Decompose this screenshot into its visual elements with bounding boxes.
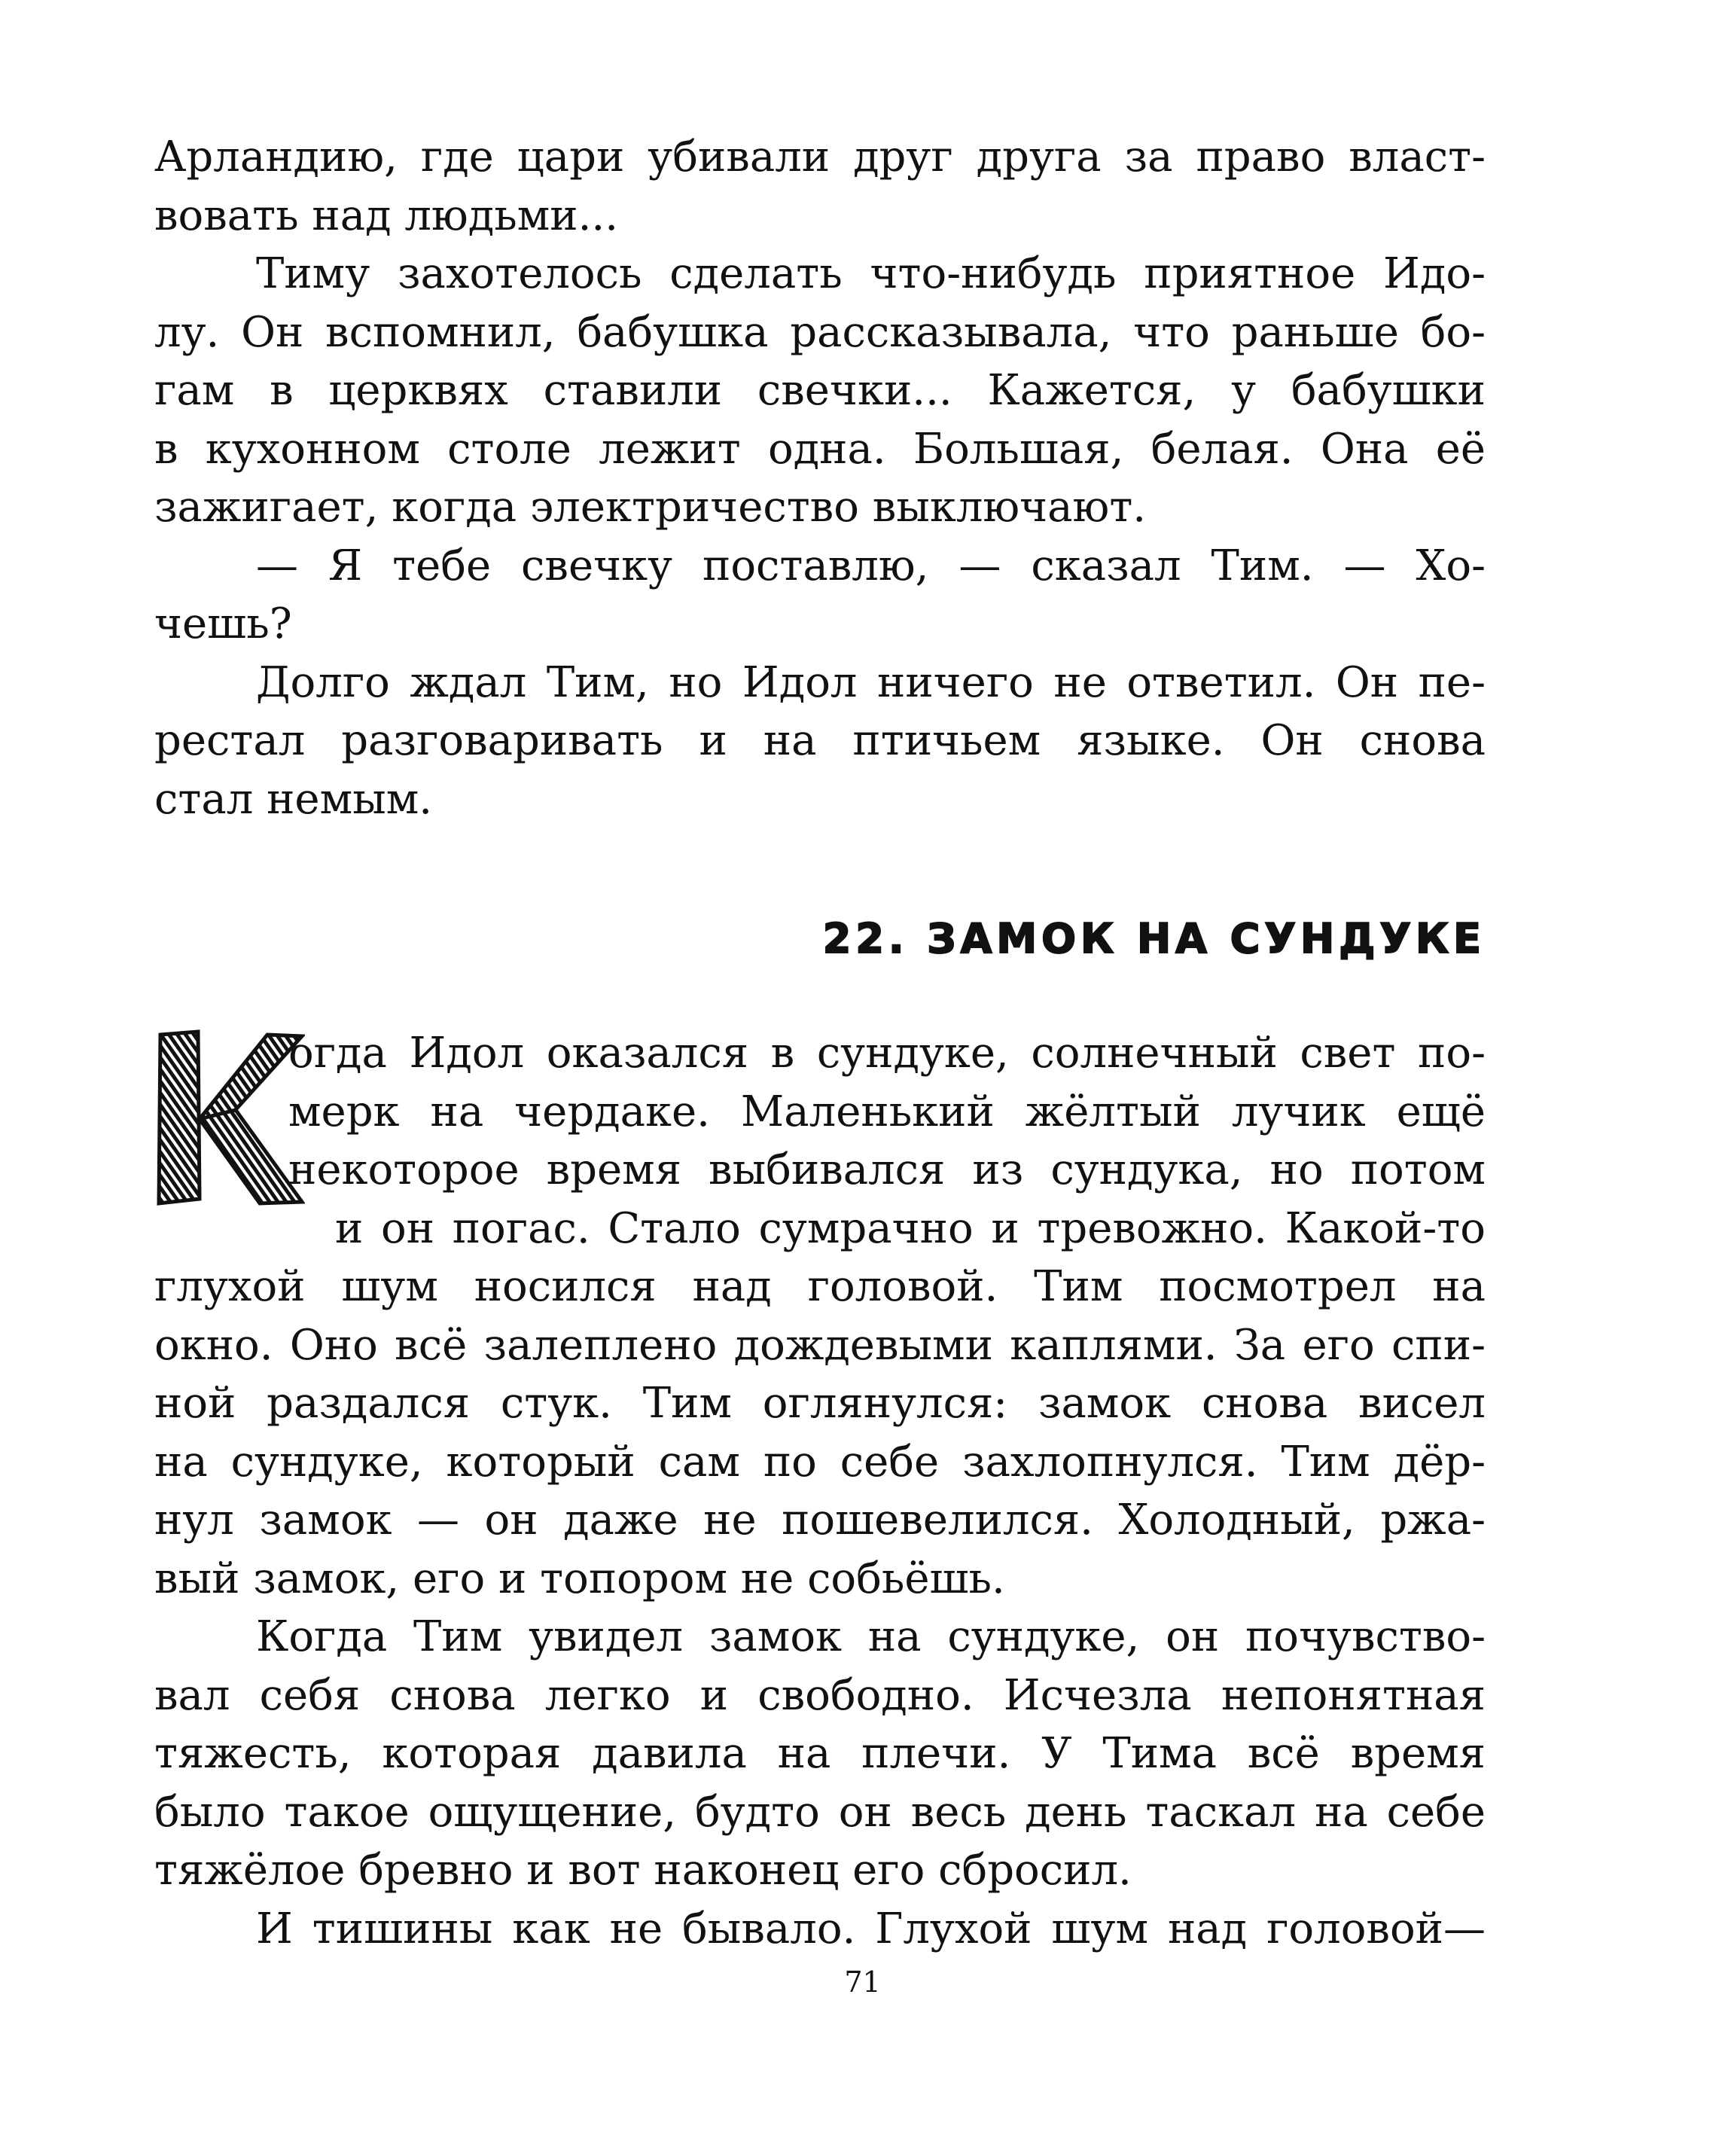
text-line: некоторое время выбивался из сундука, но потом [288, 1145, 1486, 1194]
paragraph-block-intro [154, 128, 1486, 828]
text-line: гам в церквях ставили свечки... Кажется, у бабушки [154, 366, 1486, 415]
text-line: огда Идол оказался в сундуке, солнечный свет по- [288, 1029, 1486, 1078]
page-body [154, 128, 1486, 1958]
text-line: нул замок — он даже не пошевелился. Холодный, ржа- [154, 1496, 1486, 1545]
text-line: мерк на чердаке. Маленький жёлтый лучик ещё [288, 1087, 1486, 1136]
text-line: ной раздался стук. Тим оглянулся: замок снова висел [154, 1379, 1486, 1428]
text-line: тяжесть, которая давила на плечи. У Тима всё время [154, 1729, 1486, 1778]
text-line: рестал разговаривать и на птичьем языке. Он снова [154, 716, 1486, 765]
text-line: Арландию, где цари убивали друг друга за право власт- [154, 133, 1486, 181]
text-line: вал себя снова легко и свободно. Исчезла непонятная [154, 1670, 1486, 1720]
text-line: тяжёлое бревно и вот наконец его сбросил. [154, 1846, 1132, 1895]
text-line: было такое ощущение, будто он весь день таскал на себе [154, 1787, 1486, 1837]
text-line: И тишины как не бывало. Глухой шум над головой— [256, 1904, 1486, 1953]
text-line: окно. Оно всё залеплено дождевыми каплями. За его спи- [154, 1320, 1486, 1370]
text-line: вовать над людьми... [154, 191, 618, 240]
page-number: 71 [844, 1965, 881, 1999]
chapter-body [154, 1024, 1486, 1958]
text-line: вый замок, его и топором не собьёшь. [154, 1554, 1005, 1603]
text-line: и он погас. Стало сумрачно и тревожно. Какой-то [335, 1203, 1486, 1253]
text-line: — Я тебе свечку поставлю, — сказал Тим. — Хо- [256, 541, 1486, 590]
chapter-heading: 22. ЗАМОК НА СУНДУКЕ [822, 915, 1486, 962]
text-line: Когда Тим увидел замок на сундуке, он почувство- [256, 1612, 1486, 1661]
text-line: чешь? [154, 599, 292, 648]
dropcap-letter-icon [154, 1029, 305, 1206]
text-line: в кухонном столе лежит одна. Большая, белая. Она её [154, 424, 1486, 474]
text-line: лу. Он вспомнил, бабушка рассказывала, что раньше бо- [154, 307, 1486, 357]
text-line: стал немым. [154, 774, 433, 824]
text-line: Долго ждал Тим, но Идол ничего не ответил. Он пе- [256, 657, 1486, 707]
text-line: зажигает, когда электричество выключают. [154, 483, 1147, 532]
text-line: Тиму захотелось сделать что-нибудь приятное Идо- [256, 249, 1486, 298]
text-line: на сундуке, который сам по себе захлопнулся. Тим дёр- [154, 1437, 1486, 1487]
text-line: глухой шум носился над головой. Тим посмотрел на [154, 1262, 1486, 1311]
